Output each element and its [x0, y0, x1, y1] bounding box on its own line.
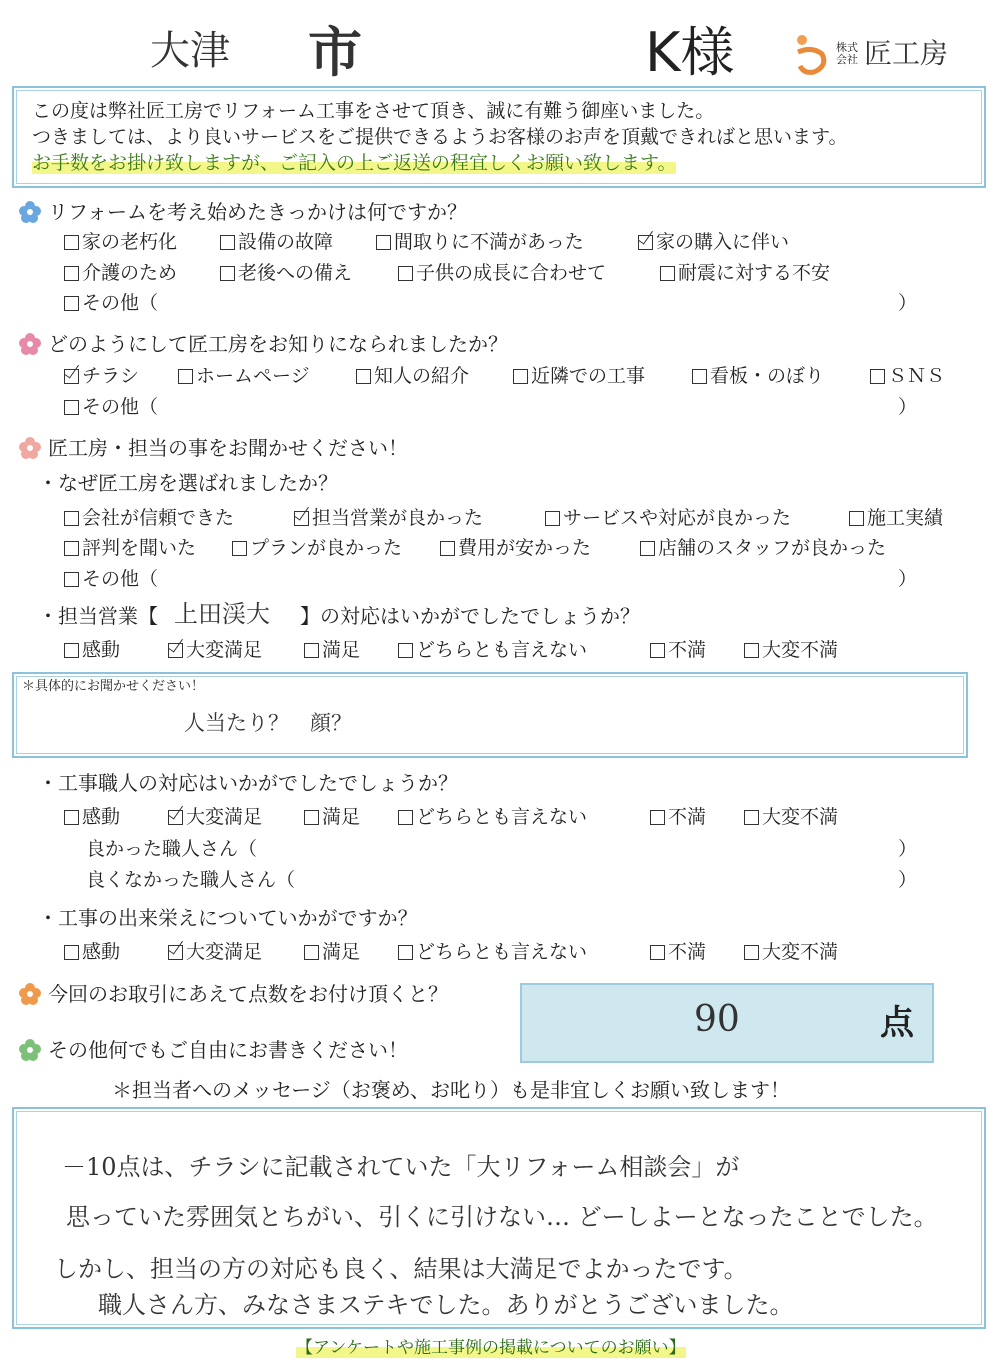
intro-line-3-wrap: [32, 152, 676, 174]
checkbox-checked[interactable]: [168, 643, 183, 658]
q1-option[interactable]: [376, 231, 584, 253]
option-label: 担当営業が良かった: [312, 507, 484, 529]
option-label: ホームページ: [196, 365, 310, 387]
footer-notice-wrap: [296, 1338, 686, 1358]
finish-option[interactable]: [744, 941, 838, 963]
option-label: プランが良かった: [250, 537, 403, 559]
q3-why-option[interactable]: [545, 507, 791, 529]
close-paren: ）: [898, 838, 918, 860]
option-label: 施工実績: [867, 507, 944, 529]
free-note: ＊担当者へのメッセージ（お褒め、お叱り）も是非宜しくお願い致します！: [112, 1078, 790, 1102]
q1-option[interactable]: [660, 262, 830, 284]
checkbox[interactable]: [513, 369, 528, 384]
q1-option[interactable]: [398, 262, 606, 284]
checkbox[interactable]: [178, 369, 193, 384]
checkbox[interactable]: [650, 945, 665, 960]
sales-detail-box[interactable]: [12, 672, 968, 758]
finish-option[interactable]: [398, 941, 587, 963]
comment-line: 思っていた雰囲気とちがい、引くに引けない… どーしよーとなったことでした。: [66, 1203, 938, 1231]
craftsmen-option[interactable]: [650, 806, 706, 828]
q1-option-other[interactable]: [64, 292, 158, 314]
option-label: 大変不満: [762, 639, 839, 661]
option-label: 大変満足: [186, 806, 263, 828]
checkbox[interactable]: [376, 235, 391, 250]
checkbox[interactable]: [64, 810, 79, 825]
close-paren: ）: [898, 869, 918, 891]
q2-option[interactable]: [178, 365, 310, 387]
checkbox[interactable]: [356, 369, 371, 384]
option-label: 満足: [322, 941, 361, 963]
option-label: 近隣での工事: [531, 365, 646, 387]
sales-option[interactable]: [398, 639, 587, 661]
q2-question: どのようにして匠工房をお知りになられましたか？: [48, 332, 508, 356]
checkbox[interactable]: [849, 511, 864, 526]
checkbox[interactable]: [220, 235, 235, 250]
option-label: その他（: [82, 568, 159, 590]
flower-icon: [18, 982, 42, 1006]
checkbox-checked[interactable]: [294, 511, 309, 526]
score-question: 今回のお取引にあえて点数をお付け頂くと？: [48, 982, 448, 1006]
sales-question: [38, 600, 640, 628]
q2-option-other[interactable]: [64, 396, 158, 418]
option-label: 満足: [322, 639, 361, 661]
option-label: その他（: [82, 396, 159, 418]
q2-option[interactable]: [870, 365, 945, 387]
q3-why-question: ・なぜ匠工房を選ばれましたか？: [38, 471, 338, 495]
checkbox[interactable]: [398, 945, 413, 960]
comment-line: 職人さん方、みなさまステキでした。ありがとうございました。: [98, 1291, 794, 1319]
q2-option[interactable]: [513, 365, 645, 387]
sales-option[interactable]: [304, 639, 360, 661]
sales-question-prefix: ・担当営業【: [38, 604, 158, 628]
option-label: 設備の故障: [238, 231, 334, 253]
option-label: 店舗のスタッフが良かった: [658, 537, 887, 559]
checkbox-checked[interactable]: [638, 235, 653, 250]
q1-option[interactable]: [64, 231, 177, 253]
option-label: 不満: [668, 806, 707, 828]
finish-option[interactable]: [168, 941, 262, 963]
checkbox[interactable]: [64, 400, 79, 415]
option-label: 子供の成長に合わせて: [416, 262, 607, 284]
option-label: 満足: [322, 806, 361, 828]
option-label: 大変満足: [186, 941, 263, 963]
option-label: 感動: [82, 806, 121, 828]
option-label: 感動: [82, 941, 121, 963]
finish-question: ・工事の出来栄えについていかがですか？: [38, 906, 418, 930]
logo-name: 匠工房: [864, 37, 949, 70]
option-label: 介護のため: [82, 262, 178, 284]
option-label: その他（: [82, 292, 159, 314]
checkbox[interactable]: [64, 296, 79, 311]
q2-option[interactable]: [692, 365, 824, 387]
q2-option[interactable]: [356, 365, 469, 387]
city-suffix: 市: [308, 21, 362, 84]
option-label: サービスや対応が良かった: [563, 507, 792, 529]
close-paren: ）: [898, 396, 918, 418]
craftsmen-option[interactable]: [64, 806, 120, 828]
option-label: 費用が安かった: [458, 537, 592, 559]
customer-name: K様: [645, 21, 735, 84]
checkbox[interactable]: [304, 810, 319, 825]
q3-why-option[interactable]: [440, 537, 591, 559]
city-handwritten: 大津: [150, 28, 230, 74]
checkbox[interactable]: [692, 369, 707, 384]
option-label: 家の老朽化: [82, 231, 178, 253]
checkbox[interactable]: [64, 235, 79, 250]
checkbox[interactable]: [64, 266, 79, 281]
checkbox[interactable]: [64, 945, 79, 960]
option-label: 知人の紹介: [374, 365, 470, 387]
checkbox[interactable]: [64, 572, 79, 587]
option-label: どちらとも言えない: [416, 639, 588, 661]
q1-option[interactable]: [638, 231, 789, 253]
score-value: 90: [694, 999, 740, 1040]
checkbox[interactable]: [304, 643, 319, 658]
sales-option[interactable]: [650, 639, 706, 661]
craftsmen-option[interactable]: [398, 806, 587, 828]
option-label: 家の購入に伴い: [656, 231, 790, 253]
logo-mark-icon: [792, 32, 832, 76]
craftsmen-option[interactable]: [744, 806, 838, 828]
craftsmen-question: ・工事職人の対応はいかがでしたでしょうか？: [38, 771, 458, 795]
q3-why-option[interactable]: [232, 537, 402, 559]
comment-line: しかし、担当の方の対応も良く、結果は大満足でよかったです。: [54, 1255, 748, 1283]
option-label: ＳＮＳ: [888, 365, 946, 387]
craftsmen-option[interactable]: [304, 806, 360, 828]
option-label: チラシ: [82, 365, 140, 387]
q3-question: 匠工房・担当の事をお聞かせください！: [48, 436, 408, 460]
checkbox[interactable]: [870, 369, 885, 384]
q1-option[interactable]: [64, 262, 177, 284]
checkbox[interactable]: [650, 643, 665, 658]
intro-box: [12, 86, 986, 188]
flower-icon: [18, 436, 42, 460]
checkbox[interactable]: [440, 541, 455, 556]
sales-option[interactable]: [168, 639, 262, 661]
sales-option[interactable]: [64, 639, 120, 661]
checkbox-checked[interactable]: [168, 945, 183, 960]
checkbox[interactable]: [744, 643, 759, 658]
intro-line-3: お手数をお掛け致しますが、ご記入の上ご返送の程宜しくお願い致します。: [32, 152, 677, 174]
sales-option[interactable]: [744, 639, 838, 661]
comment-line: －10点は、チラシに記載されていた「大リフォーム相談会」が: [62, 1153, 740, 1181]
option-label: 大変満足: [186, 639, 263, 661]
close-paren: ）: [898, 292, 918, 314]
checkbox[interactable]: [398, 266, 413, 281]
score-unit: 点: [880, 1003, 914, 1043]
checkbox-checked[interactable]: [64, 369, 79, 384]
free-question: その他何でもご自由にお書きください！: [48, 1038, 408, 1062]
option-label: どちらとも言えない: [416, 806, 588, 828]
option-label: 看板・のぼり: [710, 365, 825, 387]
q3-why-option[interactable]: [640, 537, 886, 559]
checkbox-checked[interactable]: [168, 810, 183, 825]
finish-option[interactable]: [64, 941, 120, 963]
option-label: 大変不満: [762, 941, 839, 963]
checkbox[interactable]: [660, 266, 675, 281]
option-label: 不満: [668, 639, 707, 661]
option-label: どちらとも言えない: [416, 941, 588, 963]
good-craftsmen-label: 良かった職人さん（: [86, 838, 258, 860]
q3-why-option[interactable]: [64, 507, 234, 529]
flower-icon: [18, 200, 42, 224]
checkbox[interactable]: [640, 541, 655, 556]
comment-box[interactable]: [12, 1107, 986, 1329]
checkbox[interactable]: [64, 511, 79, 526]
checkbox[interactable]: [744, 810, 759, 825]
finish-option[interactable]: [304, 941, 360, 963]
checkbox[interactable]: [304, 945, 319, 960]
q3-why-option[interactable]: [64, 537, 196, 559]
flower-icon: [18, 332, 42, 356]
craftsmen-option[interactable]: [168, 806, 262, 828]
sales-name-handwritten: 上田渓大: [174, 600, 270, 628]
footer-notice: 【アンケートや施工事例の掲載についてのお願い】: [296, 1338, 686, 1358]
option-label: 会社が信頼できた: [82, 507, 235, 529]
q1-question: リフォームを考え始めたきっかけは何ですか？: [48, 200, 467, 224]
checkbox[interactable]: [232, 541, 247, 556]
q3-why-option[interactable]: [849, 507, 943, 529]
option-label: 老後への備え: [238, 262, 353, 284]
flower-icon: [18, 1038, 42, 1062]
sales-question-suffix: 】の対応はいかがでしたでしょうか？: [300, 604, 640, 628]
option-label: 耐震に対する不安: [678, 262, 831, 284]
checkbox[interactable]: [64, 643, 79, 658]
option-label: 間取りに不満があった: [394, 231, 584, 253]
checkbox[interactable]: [64, 541, 79, 556]
logo-prefix: 株式会社: [836, 41, 858, 66]
option-label: 感動: [82, 639, 121, 661]
intro-line-1: この度は弊社匠工房でリフォーム工事をさせて頂き、誠に有難う御座いました。: [32, 100, 715, 122]
option-label: 不満: [668, 941, 707, 963]
checkbox[interactable]: [744, 945, 759, 960]
intro-line-2: つきましては、より良いサービスをご提供できるようお客様のお声を頂戴できればと思います。: [32, 126, 848, 148]
q1-option[interactable]: [220, 262, 352, 284]
close-paren: ）: [898, 568, 918, 590]
checkbox[interactable]: [398, 810, 413, 825]
bad-craftsmen-label: 良くなかった職人さん（: [86, 869, 296, 891]
company-logo: [792, 32, 948, 76]
q2-option[interactable]: [64, 365, 139, 387]
score-box[interactable]: [520, 983, 934, 1063]
checkbox[interactable]: [398, 643, 413, 658]
checkbox[interactable]: [650, 810, 665, 825]
q3-why-option[interactable]: [294, 507, 483, 529]
q1-option[interactable]: [220, 231, 333, 253]
sales-detail-label: ＊具体的にお聞かせください！: [22, 679, 205, 694]
option-label: 評判を聞いた: [82, 537, 197, 559]
sales-detail-handwritten: 人当たり？ 顔？: [184, 711, 352, 735]
checkbox[interactable]: [220, 266, 235, 281]
option-label: 大変不満: [762, 806, 839, 828]
q3-why-option-other[interactable]: [64, 568, 158, 590]
finish-option[interactable]: [650, 941, 706, 963]
checkbox[interactable]: [545, 511, 560, 526]
